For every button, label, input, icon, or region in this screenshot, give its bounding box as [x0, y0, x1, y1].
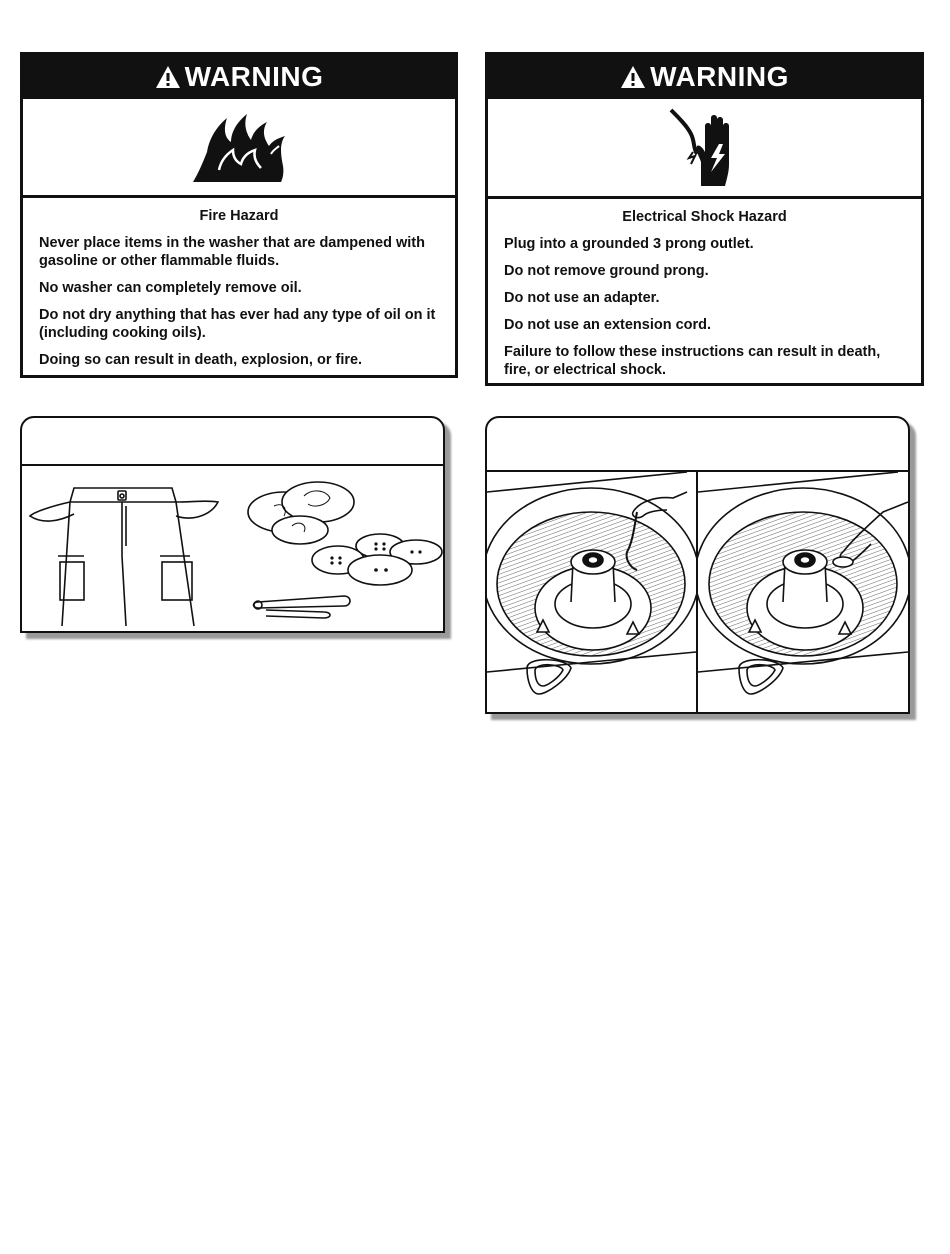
electrical-shock-icon	[665, 106, 745, 190]
alert-triangle-icon	[155, 65, 181, 89]
fire-warning-body	[23, 198, 455, 369]
fire-warning-header	[23, 55, 455, 99]
washer-panel	[485, 416, 910, 714]
washer-detergent-illustration	[487, 472, 908, 712]
shock-warning-title: WARNING	[650, 61, 789, 92]
shock-warning-line: Do not use an adapter.	[504, 290, 660, 306]
shock-warning-body	[488, 199, 921, 379]
shock-warning-line: Do not remove ground prong.	[504, 263, 709, 279]
fire-warning-box	[20, 52, 458, 378]
shock-hazard-title: Electrical Shock Hazard	[622, 209, 787, 225]
shock-warning-line: Plug into a grounded 3 prong outlet.	[504, 236, 754, 252]
fire-warning-line: No washer can completely remove oil.	[39, 280, 302, 296]
fire-warning-line: Never place items in the washer that are dampened with gasoline or other flammable fluids.	[39, 235, 425, 269]
fire-icon	[189, 110, 289, 184]
fire-warning-line: Do not dry anything that has ever had any type of oil on it (including cooking oils).	[39, 307, 436, 341]
panel-frame	[485, 416, 910, 714]
panel-tab	[22, 418, 443, 466]
shock-warning-box	[485, 52, 924, 386]
fire-hazard-title: Fire Hazard	[199, 208, 279, 224]
fire-warning-line: Doing so can result in death, explosion, or fire.	[39, 352, 363, 368]
shock-warning-line: Do not use an extension cord.	[504, 317, 712, 333]
fire-icon-area	[23, 99, 455, 198]
alert-triangle-icon	[620, 65, 646, 89]
fire-warning-title: WARNING	[184, 61, 324, 92]
empty-pockets-panel	[20, 416, 445, 633]
empty-pockets-illustration	[22, 466, 443, 631]
shock-warning-header	[488, 55, 921, 99]
panel-tab	[487, 418, 908, 472]
shock-icon-area	[488, 99, 921, 199]
panel-frame	[20, 416, 445, 633]
shock-warning-line: Failure to follow these instructions can result in death, fire, or electrical shock.	[504, 344, 881, 378]
